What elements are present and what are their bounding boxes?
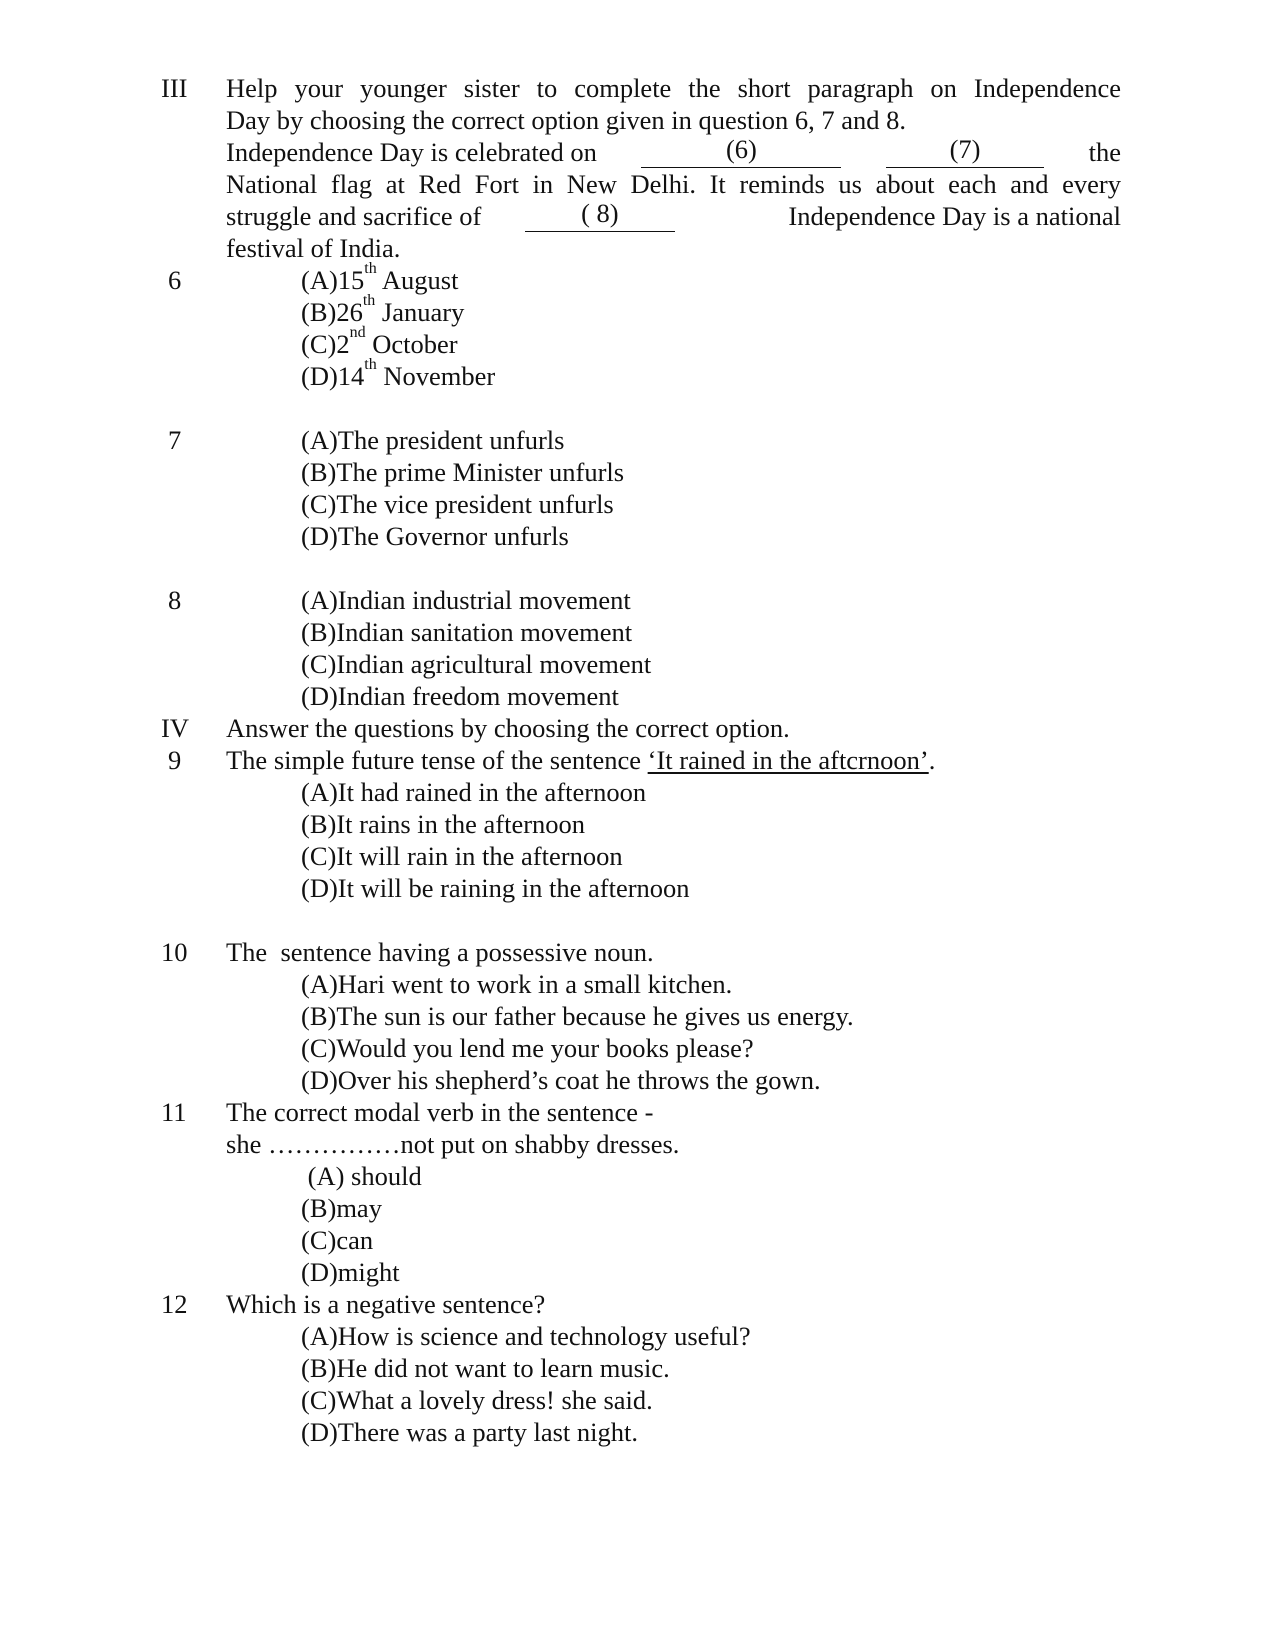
q11-option-d[interactable]: (D)might [301, 1257, 400, 1287]
q6-option-c-label: (C) [301, 329, 337, 359]
q11-option-a[interactable]: (A) should [301, 1161, 422, 1191]
q9-stem-quoted: ‘It rained in the aftcrnoon’ [647, 745, 929, 775]
q6-option-d-sup: th [364, 356, 377, 373]
q10-option-b[interactable]: (B)The sun is our father because he gives us energy. [301, 1001, 854, 1031]
section-numeral-iv: IV [161, 713, 189, 743]
paragraph-line3-start: struggle and sacrifice of [226, 201, 482, 231]
q6-option-a-num: 15 [337, 265, 365, 295]
q10-stem: The sentence having a possessive noun. [226, 937, 654, 967]
blank-8: ( 8) [525, 200, 675, 232]
q9-stem [226, 744, 935, 776]
paragraph-line3 [226, 200, 1121, 232]
q10-option-a[interactable]: (A)Hari went to work in a small kitchen. [301, 969, 733, 999]
q11-option-b[interactable]: (B)may [301, 1193, 382, 1223]
section-iii-intro-line2: Day by choosing the correct option given in question 6, 7 and 8. [226, 105, 907, 135]
q11-stem: The correct modal verb in the sentence - [226, 1097, 654, 1127]
question-11-number: 11 [161, 1097, 187, 1127]
q7-option-c[interactable]: (C)The vice president unfurls [301, 489, 614, 519]
q6-option-b[interactable] [301, 292, 465, 328]
q9-stem-start: The simple future tense of the sentence [226, 745, 648, 775]
question-12-number: 12 [161, 1289, 188, 1319]
q6-option-d-num: 14 [337, 361, 365, 391]
q12-option-a[interactable]: (A)How is science and technology useful? [301, 1321, 751, 1351]
q12-option-b[interactable]: (B)He did not want to learn music. [301, 1353, 670, 1383]
q6-option-a-rest: August [376, 265, 459, 295]
paragraph-line1-end: the [1088, 137, 1121, 167]
q12-option-d[interactable]: (D)There was a party last night. [301, 1417, 639, 1447]
q6-option-b-label: (B) [301, 297, 337, 327]
section-iv-instruction: Answer the questions by choosing the correct option. [226, 713, 790, 743]
q9-stem-end: . [928, 745, 936, 775]
blank-6: (6) [641, 136, 841, 168]
question-8-number: 8 [168, 585, 182, 615]
q6-option-b-rest: January [375, 297, 465, 327]
q8-option-d[interactable]: (D)Indian freedom movement [301, 681, 619, 711]
q6-option-c-num: 2 [336, 329, 350, 359]
q8-option-b[interactable]: (B)Indian sanitation movement [301, 617, 633, 647]
q6-option-b-num: 26 [336, 297, 363, 327]
q9-option-a[interactable]: (A)It had rained in the afternoon [301, 777, 647, 807]
paragraph-line2: National flag at Red Fort in New Delhi. It reminds us about each and every [226, 169, 1121, 199]
q6-option-a[interactable] [301, 260, 459, 296]
q7-option-b[interactable]: (B)The prime Minister unfurls [301, 457, 625, 487]
question-10-number: 10 [161, 937, 188, 967]
q7-option-a[interactable]: (A)The president unfurls [301, 425, 565, 455]
q8-option-a[interactable]: (A)Indian industrial movement [301, 585, 631, 615]
paragraph-line3-end: Independence Day is a national [788, 201, 1121, 231]
q11-option-c[interactable]: (C)can [301, 1225, 374, 1255]
q6-option-c-sup: nd [349, 324, 366, 341]
section-iii-intro-line1: Help your younger sister to complete the short paragraph on Independence [226, 73, 1121, 103]
paragraph-line1-start: Independence Day is celebrated on [226, 137, 597, 167]
q7-option-d[interactable]: (D)The Governor unfurls [301, 521, 569, 551]
question-6-number: 6 [168, 265, 182, 295]
q9-option-c[interactable]: (C)It will rain in the afternoon [301, 841, 623, 871]
q10-option-d[interactable]: (D)Over his shepherd’s coat he throws the gown. [301, 1065, 821, 1095]
q6-option-c-rest: October [365, 329, 458, 359]
q6-option-d[interactable] [301, 356, 496, 392]
q6-option-c[interactable] [301, 324, 458, 360]
q6-option-b-sup: th [362, 292, 376, 309]
q9-option-d[interactable]: (D)It will be raining in the afternoon [301, 873, 690, 903]
q8-option-c[interactable]: (C)Indian agricultural movement [301, 649, 652, 679]
section-numeral-iii: III [161, 73, 188, 103]
q10-option-c[interactable]: (C)Would you lend me your books please? [301, 1033, 754, 1063]
q12-stem: Which is a negative sentence? [226, 1289, 546, 1319]
q6-option-a-sup: th [364, 260, 377, 277]
paragraph-line1 [226, 136, 1121, 168]
question-9-number: 9 [168, 745, 182, 775]
q9-option-b[interactable]: (B)It rains in the afternoon [301, 809, 586, 839]
q6-option-d-rest: November [376, 361, 496, 391]
q12-option-c[interactable]: (C)What a lovely dress! she said. [301, 1385, 653, 1415]
paragraph-line4: festival of India. [226, 233, 401, 263]
blank-7: (7) [886, 136, 1044, 168]
q11-stem-sentence: she ……………not put on shabby dresses. [226, 1129, 680, 1159]
question-7-number: 7 [168, 425, 182, 455]
q6-option-a-label: (A) [301, 265, 338, 295]
q6-option-d-label: (D) [301, 361, 338, 391]
